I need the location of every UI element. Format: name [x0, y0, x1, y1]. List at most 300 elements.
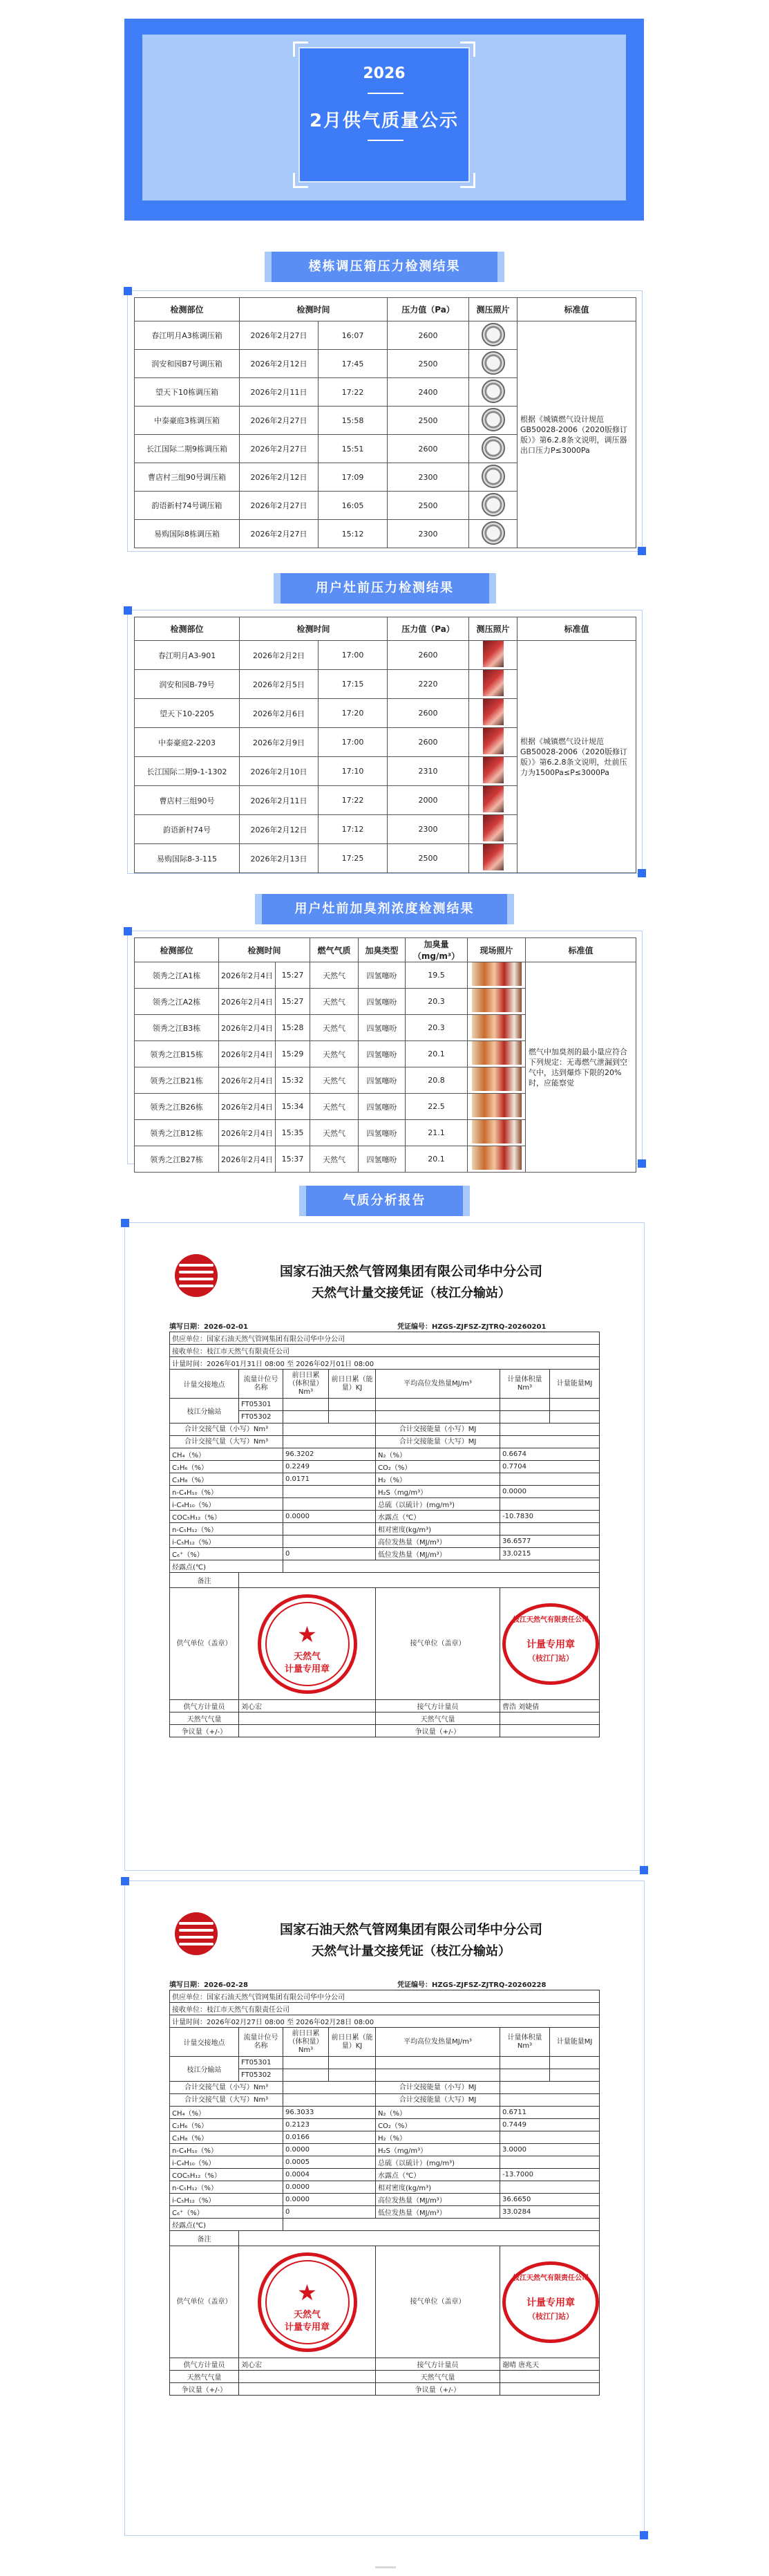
location-cell: 润安和园B-79号: [135, 670, 240, 699]
photo-cell: [469, 757, 518, 786]
component-label: 高位发热量（MJ/m³）: [376, 1536, 500, 1548]
photo-cell: [468, 1015, 526, 1041]
col-header: 计量能量MJ: [550, 1370, 600, 1399]
odorant-cell: 领秀之江B21栋: [135, 1067, 219, 1094]
location-cell: 长江国际二期9栋调压箱: [135, 435, 240, 463]
photo-cell: [469, 699, 518, 728]
location-cell: 长江国际二期9-1-1302: [135, 757, 240, 786]
component-value: 0.0166: [283, 2131, 376, 2144]
section-title-user-pressure: 用户灶前压力检测结果: [281, 573, 489, 604]
site-photo: [472, 1015, 522, 1038]
component-label: CO₂（%）: [376, 2119, 500, 2131]
time-cell: 15:12: [319, 520, 388, 548]
photo-cell: [468, 989, 526, 1015]
pressure-cell: 2600: [388, 641, 469, 670]
pressure-cell: 2500: [388, 492, 469, 520]
total-label: 合计交接气量（大写）Nm³: [170, 1436, 283, 1448]
photo-cell: [469, 378, 518, 407]
total-label: 合计交接能量（小写）MJ: [376, 1424, 500, 1436]
site-photo: [472, 1041, 522, 1065]
corner-decoration: [460, 173, 475, 188]
component-label: 低位发热量（MJ/m³）: [376, 1548, 500, 1560]
component-value: 96.3033: [283, 2107, 376, 2119]
total-label: 合计交接能量（小写）MJ: [376, 2082, 500, 2094]
photo-cell: [469, 350, 518, 378]
photo-cell: [468, 1120, 526, 1146]
odorant-cell: 领秀之江B15栋: [135, 1041, 219, 1067]
pressure-photo: [483, 670, 504, 696]
odorant-cell: 21.1: [406, 1120, 468, 1146]
pressure-cell: 2500: [388, 407, 469, 435]
signer-label: 供气方计量员: [170, 2358, 239, 2371]
corner-dot: [640, 2531, 648, 2539]
odorant-cell: 四氢噻吩: [359, 1015, 406, 1041]
odorant-table: [134, 937, 636, 1173]
gas-certificate-feb28: [169, 1903, 599, 2396]
col-header: 计量交接地点: [170, 1370, 239, 1399]
component-label: N₂（%）: [376, 2107, 500, 2119]
regulator-pressure-table: [134, 297, 636, 548]
date-cell: 2026年2月12日: [240, 350, 319, 378]
odorant-cell: 天然气: [310, 1041, 359, 1067]
photo-cell: [469, 463, 518, 492]
pressure-photo: [483, 815, 504, 841]
receiver-seal-icon: [502, 2261, 599, 2343]
pressure-photo: [483, 641, 504, 667]
seal-text: 计量专用章: [284, 1663, 330, 1674]
odorant-cell: 领秀之江B27栋: [135, 1146, 219, 1173]
period-label: 计量时间：: [172, 1361, 207, 1368]
photo-cell: [468, 1067, 526, 1094]
pressure-photo: [483, 757, 504, 783]
component-label: i-C₄H₁₀（%）: [170, 2156, 283, 2169]
odorant-cell: 20.3: [406, 989, 468, 1015]
odorant-cell: 天然气: [310, 962, 359, 989]
pressure-cell: 2500: [388, 350, 469, 378]
time-cell: 17:22: [319, 786, 388, 815]
recv-seal-cell: [500, 1588, 600, 1700]
corner-decoration: [460, 41, 475, 57]
certificate-header: [169, 1903, 599, 1979]
photo-cell: [469, 407, 518, 435]
recv-seal-cell: [500, 2246, 600, 2358]
corner-dot: [121, 1877, 129, 1885]
odorant-cell: 15:27: [276, 962, 310, 989]
divider: [368, 140, 404, 141]
photo-cell: [469, 670, 518, 699]
col-header: 标准值: [518, 617, 636, 641]
station-name: 枝江分输站: [170, 1399, 239, 1424]
component-label: CH₄（%）: [170, 2107, 283, 2119]
fill-date: 2026-02-01: [204, 1323, 248, 1331]
location-cell: 韵语新村74号调压箱: [135, 492, 240, 520]
component-value: 33.0284: [500, 2206, 600, 2219]
component-label: 相对密度(kg/m³): [376, 1523, 500, 1536]
component-label: H₂S（mg/m³）: [376, 1486, 500, 1498]
component-label: 总硫（以硫计）(mg/m³): [376, 2156, 500, 2169]
component-value: [500, 1473, 600, 1486]
metering-period: 计量时间：2026年02月27日 08:00 至 2026年02月28日 08:00: [172, 2019, 374, 2026]
odorant-cell: 天然气: [310, 1015, 359, 1041]
date-cell: 2026年2月12日: [240, 463, 319, 492]
pressure-cell: 2000: [388, 786, 469, 815]
voucher-label: 凭证编号：: [397, 1981, 432, 1989]
time-cell: 17:00: [319, 728, 388, 757]
col-header: 平均高位发热量MJ/m³: [376, 2028, 500, 2057]
component-label: 水露点（℃）: [376, 2169, 500, 2181]
component-value: [283, 1536, 376, 1548]
odorant-cell: 20.1: [406, 1041, 468, 1067]
pressure-photo: [482, 323, 505, 346]
pressure-cell: 2300: [388, 520, 469, 548]
date-cell: 2026年2月10日: [240, 757, 319, 786]
site-photo: [472, 1146, 522, 1170]
remark-label: 备注: [170, 1573, 239, 1588]
odorant-cell: 领秀之江B3栋: [135, 1015, 219, 1041]
odorant-cell: 天然气: [310, 1120, 359, 1146]
odorant-cell: 2026年2月4日: [219, 1094, 276, 1120]
receiver-label: 接收单位：: [172, 1348, 207, 1356]
component-label: C₃H₈（%）: [170, 2131, 283, 2144]
time-cell: 17:12: [319, 815, 388, 844]
col-header: 计量能量MJ: [550, 2028, 600, 2057]
pressure-cell: 2400: [388, 378, 469, 407]
location-cell: 望天下10栋调压箱: [135, 378, 240, 407]
component-value: -13.7000: [500, 2169, 600, 2181]
seal-text: 天然气: [293, 2309, 321, 2320]
col-header: 燃气气质: [310, 938, 359, 962]
dispute-label: 争议量（+/-）: [376, 1725, 500, 1737]
receiver-seal-icon: [502, 1603, 599, 1685]
gas-certificate-feb01: [169, 1244, 599, 1737]
photo-cell: [469, 728, 518, 757]
odorant-cell: 2026年2月4日: [219, 1120, 276, 1146]
odorant-cell: 四氢噻吩: [359, 1120, 406, 1146]
user-pressure-table: [134, 617, 636, 873]
component-label: H₂（%）: [376, 1473, 500, 1486]
col-header: 平均高位发热量MJ/m³: [376, 1370, 500, 1399]
component-label: n-C₅H₁₂（%）: [170, 1523, 283, 1536]
certificate-meta: [169, 1320, 599, 1332]
odorant-cell: 2026年2月4日: [219, 989, 276, 1015]
odorant-cell: 2026年2月4日: [219, 1146, 276, 1173]
photo-cell: [468, 962, 526, 989]
time-cell: 17:00: [319, 641, 388, 670]
component-value: [500, 1498, 600, 1511]
date-cell: 2026年2月27日: [240, 321, 319, 350]
odorant-cell: 15:34: [276, 1094, 310, 1120]
meter-id: FT05301: [239, 2057, 283, 2069]
seal-text: 枝江天然气有限责任公司: [513, 2274, 589, 2282]
certificate-header: [169, 1244, 599, 1320]
component-value: 0.0000: [283, 2144, 376, 2156]
component-label: i-C₅H₁₂（%）: [170, 2194, 283, 2206]
pressure-cell: 2300: [388, 815, 469, 844]
seal-text: 枝江天然气有限责任公司: [513, 1616, 589, 1624]
component-label: i-C₅H₁₂（%）: [170, 1536, 283, 1548]
component-value: [500, 2131, 600, 2144]
certificate-table: [169, 1990, 600, 2396]
odorant-cell: 20.3: [406, 1015, 468, 1041]
page-title: 2月供气质量公示: [309, 111, 459, 131]
time-cell: 15:58: [319, 407, 388, 435]
component-label: C₂H₆（%）: [170, 1461, 283, 1473]
component-label: CO₂（%）: [376, 1461, 500, 1473]
time-cell: 16:05: [319, 492, 388, 520]
location-cell: 中泰豪庭2-2203: [135, 728, 240, 757]
col-header: 加臭量（mg/m³）: [406, 938, 468, 962]
corner-dot: [638, 547, 646, 555]
component-value: [500, 2156, 600, 2169]
component-value: [500, 2181, 600, 2194]
date-cell: 2026年2月9日: [240, 728, 319, 757]
total-label: 合计交接气量（大写）Nm³: [170, 2094, 283, 2107]
col-header: 计量交接地点: [170, 2028, 239, 2057]
pressure-photo: [482, 521, 505, 545]
odorant-cell: 15:35: [276, 1120, 310, 1146]
station-name: 枝江分输站: [170, 2057, 239, 2082]
corner-dot: [638, 1159, 646, 1168]
component-value: 0.0000: [283, 2181, 376, 2194]
component-label: 烃露点(℃): [170, 1560, 283, 1573]
voucher-label: 凭证编号：: [397, 1323, 432, 1331]
receiver-name: 枝江市天然气有限责任公司: [207, 2006, 289, 2014]
component-label: N₂（%）: [376, 1448, 500, 1461]
component-value: 0.2249: [283, 1461, 376, 1473]
supplier-label: 供应单位：: [172, 1336, 207, 1343]
corner-dot: [121, 1219, 129, 1227]
odorant-cell: 20.8: [406, 1067, 468, 1094]
gas-volume-label: 天然气气量: [376, 1712, 500, 1725]
col-header: 标准值: [526, 938, 636, 962]
dispute-label: 争议量（+/-）: [170, 1725, 239, 1737]
gas-volume-label: 天然气气量: [170, 2371, 239, 2383]
signer-label: 接气方计量员: [376, 2358, 500, 2371]
company-name: 国家石油天然气管网集团有限公司华中分公司: [279, 1922, 542, 1937]
time-cell: 17:15: [319, 670, 388, 699]
time-cell: 17:45: [319, 350, 388, 378]
fill-date: 2026-02-28: [204, 1981, 248, 1989]
component-label: C₆⁺（%）: [170, 2206, 283, 2219]
table-row: [135, 321, 636, 350]
component-label: 水露点（℃）: [376, 1511, 500, 1523]
odorant-cell: 15:27: [276, 989, 310, 1015]
gas-volume-label: 天然气气量: [170, 1712, 239, 1725]
recv-signer: 谢晴 唐兆天: [500, 2358, 600, 2371]
pressure-photo: [483, 699, 504, 725]
pressure-cell: 2600: [388, 435, 469, 463]
photo-cell: [469, 435, 518, 463]
date-cell: 2026年2月11日: [240, 786, 319, 815]
component-value: [500, 1523, 600, 1536]
pressure-cell: 2600: [388, 728, 469, 757]
standard-cell: 根据《城镇燃气设计规范GB50028-2006（2020版修订版）》第6.2.8条文说明，调压器出口压力P≤3000Pa: [518, 321, 636, 548]
location-cell: 易购国际8栋调压箱: [135, 520, 240, 548]
gas-volume-label: 天然气气量: [376, 2371, 500, 2383]
component-value: 0.0000: [500, 1486, 600, 1498]
date-cell: 2026年2月27日: [240, 492, 319, 520]
component-value: 0.7449: [500, 2119, 600, 2131]
star-icon: ★: [297, 2279, 317, 2306]
component-label: COC₅H₁₂（%）: [170, 2169, 283, 2181]
col-header: 标准值: [518, 298, 636, 321]
supply-signer: 刘心宏: [239, 1700, 376, 1712]
odorant-cell: 四氢噻吩: [359, 1146, 406, 1173]
pressure-photo: [482, 436, 505, 460]
col-header: 检测部位: [135, 298, 240, 321]
col-header: 检测时间: [219, 938, 310, 962]
dispute-label: 争议量（+/-）: [170, 2383, 239, 2396]
col-header: 计量体积量Nm³: [500, 2028, 550, 2057]
certificate-name: 天然气计量交接凭证（枝江分输站）: [312, 1944, 511, 1959]
site-photo: [472, 1094, 522, 1117]
time-cell: 17:09: [319, 463, 388, 492]
component-label: 烃露点(℃): [170, 2219, 283, 2231]
time-cell: 15:51: [319, 435, 388, 463]
odorant-cell: 15:37: [276, 1146, 310, 1173]
odorant-cell: 四氢噻吩: [359, 962, 406, 989]
component-value: 0.6711: [500, 2107, 600, 2119]
col-header: 流量计位号名称: [239, 2028, 283, 2057]
date-cell: 2026年2月11日: [240, 378, 319, 407]
component-value: 0.0000: [283, 1511, 376, 1523]
col-header: 检测部位: [135, 938, 219, 962]
recv-unit-label: 接气单位（盖章）: [376, 2246, 500, 2358]
odorant-cell: 四氢噻吩: [359, 989, 406, 1015]
component-value: -10.7830: [500, 1511, 600, 1523]
pipechina-logo-icon: [175, 1912, 218, 1955]
component-label: 高位发热量（MJ/m³）: [376, 2194, 500, 2206]
col-header: 测压照片: [469, 298, 518, 321]
col-header: 现场照片: [468, 938, 526, 962]
photo-cell: [468, 1094, 526, 1120]
odorant-cell: 22.5: [406, 1094, 468, 1120]
photo-cell: [469, 815, 518, 844]
photo-cell: [469, 492, 518, 520]
photo-cell: [469, 520, 518, 548]
page-end-marker: [375, 2566, 396, 2568]
photo-cell: [469, 641, 518, 670]
corner-dot: [640, 1866, 648, 1874]
component-value: 0.0005: [283, 2156, 376, 2169]
corner-dot: [124, 927, 132, 935]
supplier-name: 国家石油天然气管网集团有限公司华中分公司: [207, 1336, 345, 1343]
component-label: n-C₅H₁₂（%）: [170, 2181, 283, 2194]
standard-cell: 燃气中加臭剂的最小量应符合下列规定：无毒燃气泄漏到空气中，达到爆炸下限的20%时，应能察觉: [526, 962, 636, 1173]
photo-cell: [469, 786, 518, 815]
supplier-name: 国家石油天然气管网集团有限公司华中分公司: [207, 1994, 345, 2001]
meter-id: FT05302: [239, 2069, 283, 2082]
component-label: C₃H₈（%）: [170, 1473, 283, 1486]
odorant-cell: 19.5: [406, 962, 468, 989]
odorant-cell: 15:29: [276, 1041, 310, 1067]
odorant-cell: 领秀之江A2栋: [135, 989, 219, 1015]
odorant-cell: 天然气: [310, 989, 359, 1015]
component-value: [283, 1498, 376, 1511]
odorant-cell: 20.1: [406, 1146, 468, 1173]
voucher-number: HZGS-ZJFSZ-ZJTRQ-20260228: [432, 1981, 547, 1989]
supply-seal-cell: [239, 2246, 376, 2358]
supply-unit-label: 供气单位（盖章）: [170, 2246, 239, 2358]
component-label: i-C₄H₁₀（%）: [170, 1498, 283, 1511]
col-header: 前日日累（能量）KJ: [329, 2028, 376, 2057]
odorant-cell: 15:32: [276, 1067, 310, 1094]
component-value: 0: [283, 1548, 376, 1560]
pressure-cell: 2500: [388, 844, 469, 873]
location-cell: 春江明月A3栋调压箱: [135, 321, 240, 350]
supply-unit-label: 供气单位（盖章）: [170, 1588, 239, 1700]
table-row: [135, 641, 636, 670]
section-title-gas-analysis: 气质分析报告: [306, 1186, 463, 1216]
site-photo: [472, 1120, 522, 1144]
component-label: C₆⁺（%）: [170, 1548, 283, 1560]
divider: [368, 93, 404, 94]
odorant-cell: 四氢噻吩: [359, 1041, 406, 1067]
photo-cell: [468, 1041, 526, 1067]
pressure-photo: [483, 844, 504, 870]
seal-text: （枝江门站）: [528, 2311, 573, 2321]
certificate-table: [169, 1332, 600, 1737]
pipechina-logo-icon: [175, 1254, 218, 1297]
header-banner-strip: [124, 200, 644, 221]
time-cell: 17:25: [319, 844, 388, 873]
pressure-photo: [482, 380, 505, 403]
signer-label: 接气方计量员: [376, 1700, 500, 1712]
certificate-meta: [169, 1979, 599, 1990]
component-value: [283, 1523, 376, 1536]
component-value: 36.6650: [500, 2194, 600, 2206]
receiver-name: 枝江市天然气有限责任公司: [207, 1348, 289, 1356]
metering-period: 2026年01月31日 08:00 至 2026年02月01日 08:00: [207, 1361, 374, 1368]
component-label: n-C₄H₁₀（%）: [170, 2144, 283, 2156]
odorant-cell: 领秀之江A1栋: [135, 962, 219, 989]
col-header: 检测时间: [240, 298, 388, 321]
location-cell: 望天下10-2205: [135, 699, 240, 728]
component-value: 0: [283, 2206, 376, 2219]
fill-date-label: 填写日期：: [169, 1981, 204, 1989]
date-cell: 2026年2月6日: [240, 699, 319, 728]
meter-id: FT05302: [239, 1411, 283, 1424]
component-value: 0.0171: [283, 1473, 376, 1486]
location-cell: 中泰豪庭3栋调压箱: [135, 407, 240, 435]
odorant-cell: 2026年2月4日: [219, 962, 276, 989]
component-value: 36.6577: [500, 1536, 600, 1548]
odorant-cell: 领秀之江B26栋: [135, 1094, 219, 1120]
location-cell: 易购国际8-3-115: [135, 844, 240, 873]
photo-cell: [469, 321, 518, 350]
dispute-label: 争议量（+/-）: [376, 2383, 500, 2396]
supply-seal-cell: [239, 1588, 376, 1700]
pressure-photo: [483, 728, 504, 754]
date-cell: 2026年2月27日: [240, 520, 319, 548]
component-value: 3.0000: [500, 2144, 600, 2156]
component-value: 0.7704: [500, 1461, 600, 1473]
seal-text: 计量专用章: [526, 1639, 575, 1650]
site-photo: [472, 989, 522, 1012]
odorant-cell: 天然气: [310, 1146, 359, 1173]
pressure-photo: [483, 786, 504, 812]
component-label: H₂S（mg/m³）: [376, 2144, 500, 2156]
component-value: 0.6674: [500, 1448, 600, 1461]
pressure-cell: 2310: [388, 757, 469, 786]
date-cell: 2026年2月2日: [240, 641, 319, 670]
odorant-cell: 15:28: [276, 1015, 310, 1041]
component-value: 33.0215: [500, 1548, 600, 1560]
seal-text: 计量专用章: [526, 2297, 575, 2308]
fill-date-label: 填写日期：: [169, 1323, 204, 1331]
site-photo: [472, 962, 522, 986]
time-cell: 17:22: [319, 378, 388, 407]
